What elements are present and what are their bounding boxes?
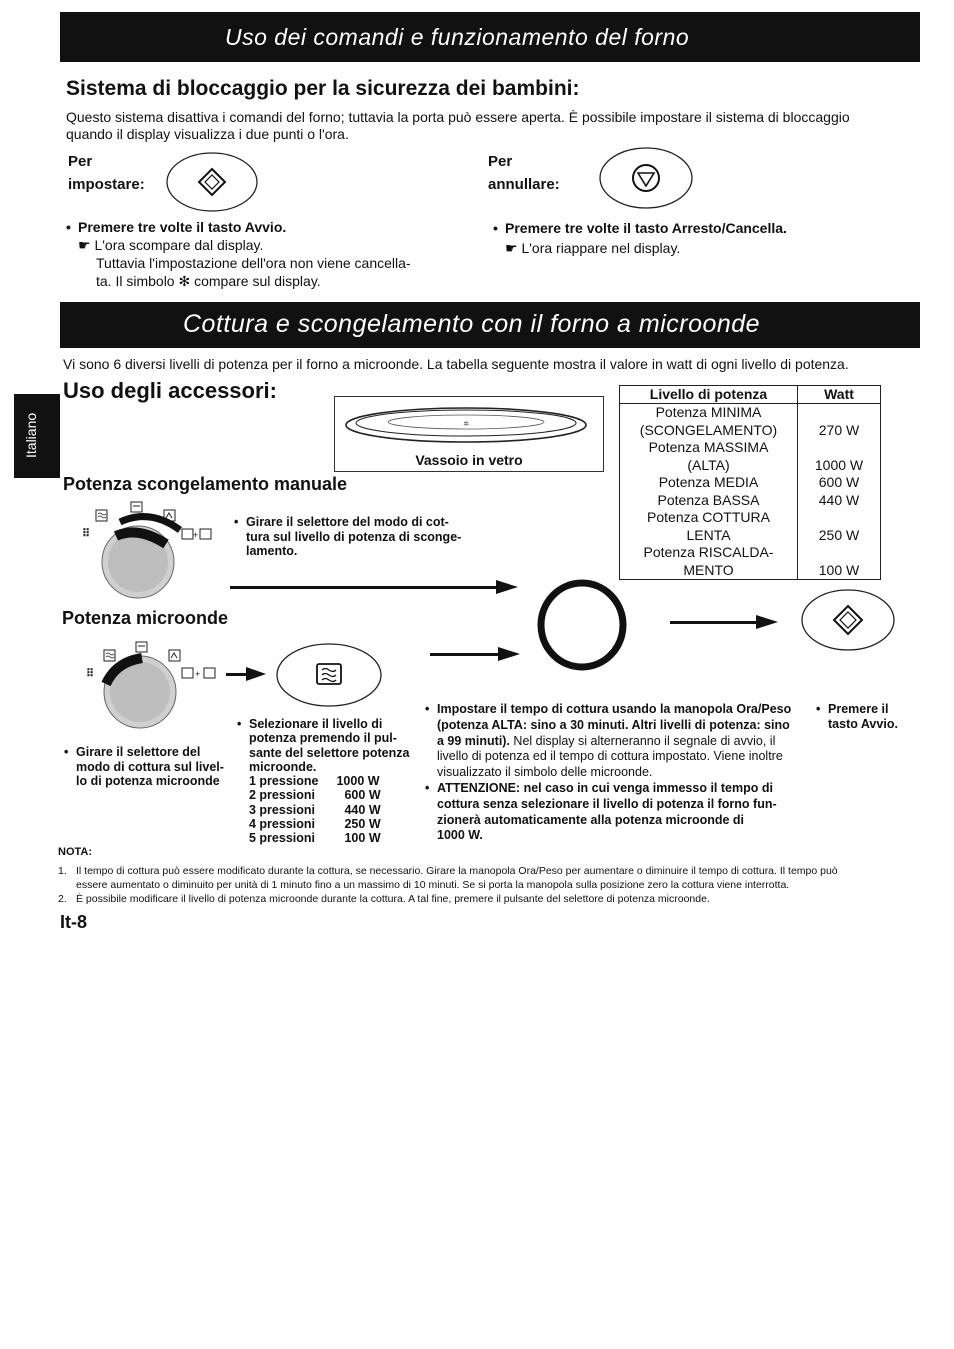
start-button-graphic xyxy=(800,588,896,652)
start-button-graphic xyxy=(165,151,259,213)
set-instructions: • Premere tre volte il tasto Avvio. ☛ L'ora scompare dal display. Tuttavia l'impostazione dell'ora non viene cancella- ta. Il simbolo ✻ compare sul display. xyxy=(78,218,411,290)
svg-text:+: + xyxy=(195,669,201,679)
glass-tray-icon xyxy=(335,399,603,451)
page-number: It-8 xyxy=(60,912,87,932)
table-row: 3 pressioni 440 W xyxy=(249,802,381,817)
table-row: 5 pressioni 100 W xyxy=(249,831,381,846)
section-banner-controls xyxy=(60,12,920,62)
accessories-title: Uso degli accessori: xyxy=(63,378,277,403)
svg-text:⠿: ⠿ xyxy=(82,528,91,540)
table-row: 4 pressioni 250 W xyxy=(249,817,381,832)
arrow-icon xyxy=(756,615,778,629)
svg-text:⠿: ⠿ xyxy=(86,668,95,680)
set-time-step: • Impostare il tempo di cottura usando la manopola Ora/Peso (potenza ALTA: sino a 30 minuti. Altri livelli di potenza: sino a 99 minuti). Nel display si alterneranno il segnale di avvio, il livello di potenza ed il tempo di cottura impostato. Viene inoltre visualizzato il simbolo delle microonde. • ATTENZIONE: nel caso in cui venga immesso il tempo di cottura senza selezionare il livello di potenza il forno fun- zionerà automaticamente alla potenza microonde di 1000 W. xyxy=(437,702,791,844)
defrost-title: Potenza scongelamento manuale xyxy=(63,474,348,494)
power-level-table xyxy=(619,385,881,580)
child-lock-title: Sistema di bloccaggio per la sicurezza dei bambini: xyxy=(66,77,580,100)
cancel-label: Per annullare: xyxy=(488,153,560,193)
banner-text: Cottura e scongelamento con il forno a microonde xyxy=(183,310,761,338)
start-diamond-icon xyxy=(165,151,259,213)
table-row: 1 pressione 1000 W xyxy=(249,774,380,789)
dial-icon xyxy=(80,640,220,740)
language-label: Italiano xyxy=(23,412,39,458)
stop-icon xyxy=(598,146,694,210)
power-levels-intro: Vi sono 6 diversi livelli di potenza per il forno a microonde. La tabella seguente mostra il valore in watt di ogni livello di potenza. xyxy=(63,356,849,372)
knob-arrow-line xyxy=(670,621,760,624)
table-row: 2 pressioni 600 W xyxy=(249,788,381,803)
microwave-power-title: Potenza microonde xyxy=(62,608,229,628)
mode-dial-microwave xyxy=(80,640,220,740)
select-power-step: • Selezionare il livello di potenza premendo il pul- sante del selettore potenza microonde. 1 pressione 1000 W 2 pressioni 600 W 3 pressioni 440 W 4 pressioni 250 W 5 pressioni 100 W xyxy=(249,717,409,846)
stop-button-graphic xyxy=(598,146,694,210)
arrow-icon xyxy=(496,580,518,594)
arrow-icon xyxy=(498,647,520,661)
table-cell-level: Potenza MINIMA (SCONGELAMENTO) Potenza MASSIMA (ALTA) Potenza MEDIA Potenza BASSA Potenza COTTURA LENTA Potenza RISCALDA- MENTO xyxy=(639,404,778,578)
defrost-arrow-line xyxy=(230,586,500,589)
time-knob-graphic xyxy=(536,578,632,674)
press-start-step: • Premere il tasto Avvio. xyxy=(828,702,898,732)
defrost-step: • Girare il selettore del modo di cot- tura sul livello di potenza di sconge- lamento. xyxy=(246,515,461,559)
child-lock-intro: Questo sistema disattiva i comandi del forno; tuttavia la porta può essere aperta. È possibile impostare il sistema di bloccaggio quando il display visualizza i due punti o l'ora. xyxy=(66,109,850,142)
turn-dial-step: • Girare il selettore del modo di cottura sul livel- lo di potenza microonde xyxy=(76,745,224,789)
cancel-instructions: • Premere tre volte il tasto Arresto/Cancella. ☛ L'ora riappare nel display. xyxy=(505,218,787,258)
mode-dial-defrost xyxy=(80,500,220,600)
nota-list: 1. Il tempo di cottura può essere modificato durante la cottura, se necessario. Girare la manopola Ora/Peso per aumentare o diminuire il tempo di cottura. Il tempo può essere aumentato o diminuito per unità di 1 minuto fino a un massimo di 10 minuti. Se si porta la manopola sulla posizione zero la cottura viene interrotta. 2. È possibile modificare il livello di potenza microonde durante la cottura. A tal fine, premere il pulsante del selettore di potenza microonde. xyxy=(58,865,838,905)
warning-text: • ATTENZIONE: nel caso in cui venga immesso il tempo di xyxy=(437,781,791,797)
microwave-wave-icon xyxy=(275,642,383,708)
dial-arrow-line xyxy=(226,673,248,676)
nota-label: NOTA: xyxy=(58,846,93,858)
section-banner-microwave xyxy=(60,302,920,348)
table-header-level: Livello di potenza xyxy=(620,386,798,404)
start-diamond-icon xyxy=(800,588,896,652)
table-cell-watt: 270 W 1000 W 600 W 440 W 250 W 100 W xyxy=(798,404,881,580)
cancel-step: • Premere tre volte il tasto Arresto/Cancella. xyxy=(505,220,787,236)
button-arrow-line xyxy=(430,653,500,656)
language-tab xyxy=(14,394,60,478)
glass-tray-box xyxy=(334,396,604,472)
glass-tray-label: Vassoio in vetro xyxy=(415,452,523,468)
svg-text:+: + xyxy=(193,530,199,540)
time-knob-icon xyxy=(536,578,632,674)
set-result: L'ora scompare dal display. xyxy=(94,237,264,253)
set-label: Per impostare: xyxy=(68,153,145,193)
table-header-watt: Watt xyxy=(798,386,881,404)
microwave-power-button-graphic xyxy=(275,642,383,708)
arrow-icon xyxy=(246,667,266,681)
cancel-result: L'ora riappare nel display. xyxy=(521,240,681,256)
press-count-table xyxy=(249,774,381,845)
set-step: • Premere tre volte il tasto Avvio. xyxy=(78,219,286,235)
dial-icon xyxy=(80,500,220,600)
banner-text: Uso dei comandi e funzionamento del forno xyxy=(225,24,690,50)
svg-text:✲: ✲ xyxy=(463,421,469,428)
